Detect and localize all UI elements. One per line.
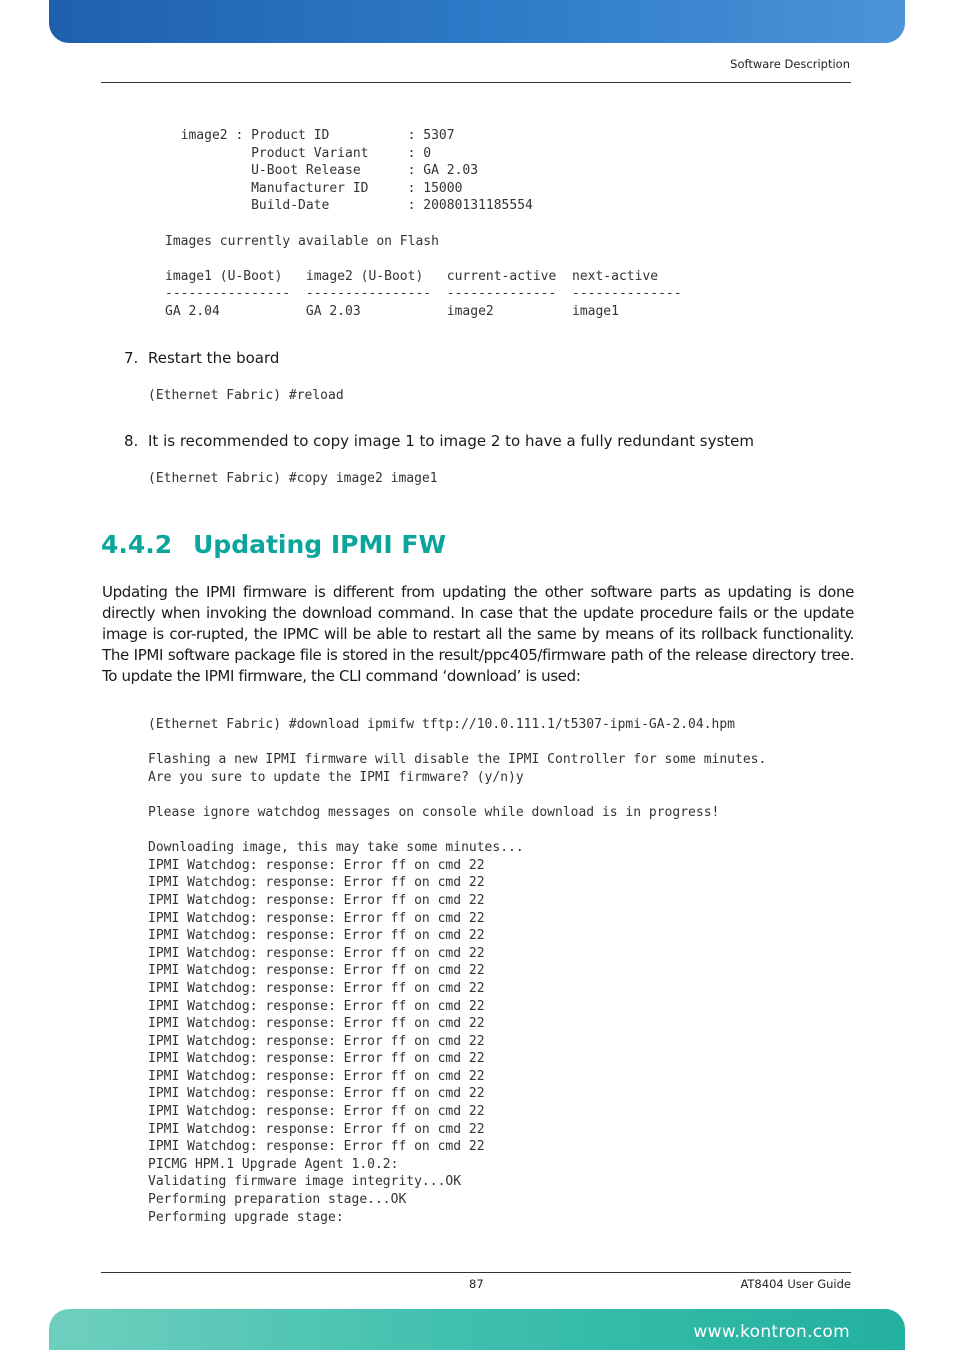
- step-number: 7.: [124, 349, 139, 367]
- header-divider: [101, 82, 851, 83]
- document-title: AT8404 User Guide: [740, 1277, 851, 1291]
- step-7: [124, 349, 279, 367]
- footer-divider: [101, 1272, 851, 1273]
- step-text: Restart the board: [148, 349, 280, 367]
- page-number: 87: [469, 1277, 484, 1291]
- section-body-paragraph: Updating the IPMI firmware is different from updating the other software parts as updating is done directly when invoking the download command. In case that the update procedure fails or the update image is cor-rupted, the IPMC will be able to restart all the same by means of its rollback functionality. The IPMI software package file is stored in the result/ppc405/firmware path of the release directory tree. To update the IPMI firmware, the CLI command ‘download’ is used:: [102, 583, 854, 685]
- step-number: 8.: [124, 432, 139, 450]
- code-block-download: (Ethernet Fabric) #download ipmifw tftp://10.0.111.1/t5307-ipmi-GA-2.04.hpm Flashing a new IPMI firmware will disable the IPMI Controller for some minutes. Are you sure to update the IPMI firmware? (y/n)y Please ignore watchdog messages on console while download is in progress! Downloading image, this may take some minutes... IPMI Watchdog: response: Error ff on cmd 22 IPMI Watchdog: response: Error ff on cmd 22 IPMI Watchdog: response: Error ff on cmd 22 IPMI Watchdog: response: Error ff on cmd 22 IPMI Watchdog: response: Error ff on cmd 22 IPMI Watchdog: response: Error ff on cmd 22 IPMI Watchdog: response: Error ff on cmd 22 IPMI Watchdog: response: Error ff on cmd 22 IPMI Watchdog: response: Error ff on cmd 22 IPMI Watchdog: response: Error ff on cmd 22 IPMI Watchdog: response: Error ff on cmd 22 IPMI Watchdog: response: Error ff on cmd 22 IPMI Watchdog: response: Error ff on cmd 22 IPMI Watchdog: response: Error ff on cmd 22 IPMI Watchdog: response: Error ff on cmd 22 IPMI Watchdog: response: Error ff on cmd 22 IPMI Watchdog: response: Error ff on cmd 22 PICMG HPM.1 Upgrade Agent 1.0.2: Validating firmware image integrity...OK Performing preparation stage...OK Performing upgrade stage:: [148, 717, 767, 1225]
- footer-url[interactable]: www.kontron.com: [693, 1322, 850, 1342]
- code-block-copy: (Ethernet Fabric) #copy image2 image1: [148, 471, 438, 486]
- section-number: 4.4.2: [101, 530, 173, 559]
- section-heading: [101, 530, 446, 559]
- code-block-reload: (Ethernet Fabric) #reload: [148, 388, 344, 403]
- step-8: [124, 432, 754, 450]
- header-section-label: Software Description: [730, 57, 850, 71]
- section-title: Updating IPMI FW: [193, 530, 447, 559]
- step-text: It is recommended to copy image 1 to image 2 to have a fully redundant system: [148, 432, 754, 450]
- header-banner: [49, 0, 905, 43]
- code-block-image2-info: image2 : Product ID : 5307 Product Variant : 0 U-Boot Release : GA 2.03 Manufacturer ID : 15000 Build-Date : 20080131185554 Images currently available on Flash image1 (U-Boot) image2 (U-Boot) current-active next-active ---------------- ---------------- -------------- -------------- GA 2.04 GA 2.03 image2 image1: [165, 128, 682, 319]
